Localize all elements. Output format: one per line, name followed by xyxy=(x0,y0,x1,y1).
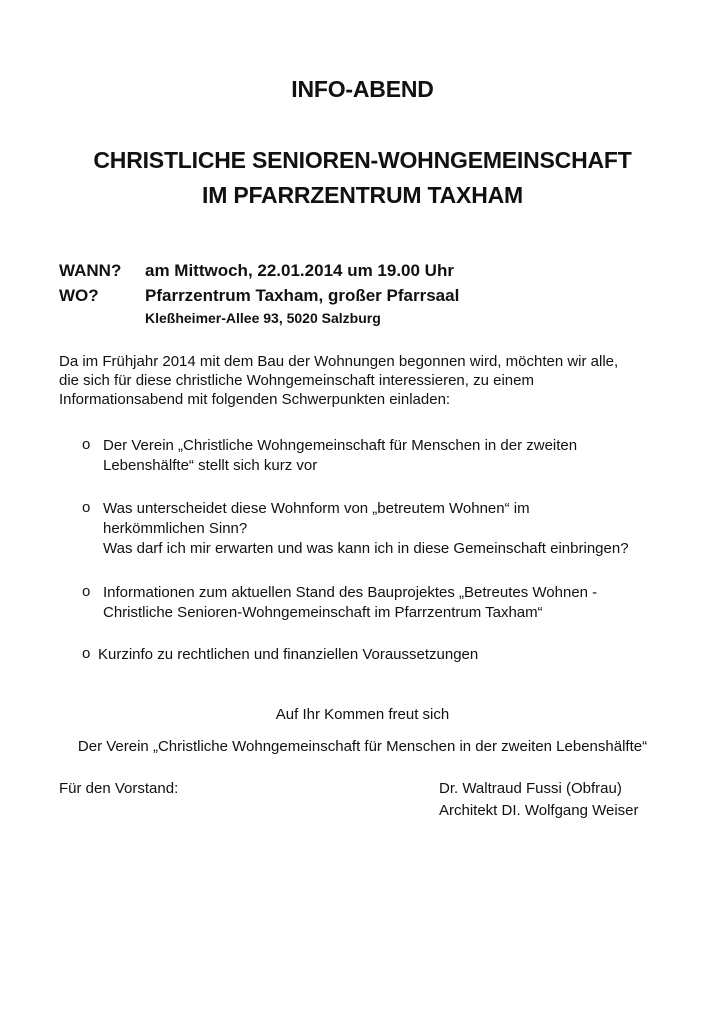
address: Kleßheimer-Allee 93, 5020 Salzburg xyxy=(145,310,381,326)
bullet-text xyxy=(103,583,597,623)
bullet-line: herkömmlichen Sinn? xyxy=(103,520,248,537)
where-label: WO? xyxy=(59,286,99,305)
main-title-line-1: CHRISTLICHE SENIOREN-WOHNGEMEINSCHAFT xyxy=(93,147,632,173)
bullet-line: Was darf ich mir erwarten und was kann ich in diese Gemeinschaft einbringen? xyxy=(103,540,629,557)
bullet-marker: o xyxy=(82,583,91,600)
signatory-2: Architekt DI. Wolfgang Weiser xyxy=(439,802,639,819)
event-heading: INFO-ABEND xyxy=(291,76,434,102)
bullet-line: Kurzinfo zu rechtlichen und finanziellen Voraussetzungen xyxy=(98,646,479,663)
bullet-marker: o xyxy=(82,436,91,453)
bullet-line: Was unterscheidet diese Wohnform von „betreutem Wohnen“ im xyxy=(103,500,530,517)
bullet-text xyxy=(98,645,478,665)
where-value: Pfarrzentrum Taxham, großer Pfarrsaal xyxy=(145,286,460,305)
bullet-line: Informationen zum aktuellen Stand des Bauprojektes „Betreutes Wohnen - xyxy=(103,584,598,601)
signatory-1: Dr. Waltraud Fussi (Obfrau) xyxy=(439,780,622,797)
bullet-text xyxy=(103,436,577,476)
intro-paragraph xyxy=(59,352,679,409)
intro-line: Informationsabend mit folgenden Schwerpunkten einladen: xyxy=(59,391,451,408)
board-label: Für den Vorstand: xyxy=(59,780,179,797)
intro-line: die sich für diese christliche Wohngemeinschaft interessieren, zu einem xyxy=(59,372,534,389)
when-label: WANN? xyxy=(59,261,122,280)
bullet-marker: o xyxy=(82,645,91,662)
bullet-marker: o xyxy=(82,499,91,516)
closing-greeting: Auf Ihr Kommen freut sich xyxy=(275,706,450,723)
bullet-line: Lebenshälfte“ stellt sich kurz vor xyxy=(103,457,318,474)
main-title-line-2: IM PFARRZENTRUM TAXHAM xyxy=(202,182,523,208)
when-value: am Mittwoch, 22.01.2014 um 19.00 Uhr xyxy=(145,261,454,280)
association-name: Der Verein „Christliche Wohngemeinschaft für Menschen in der zweiten Lebenshälfte“ xyxy=(77,738,648,755)
bullet-line: Christliche Senioren-Wohngemeinschaft im Pfarrzentrum Taxham“ xyxy=(103,604,543,621)
intro-line: Da im Frühjahr 2014 mit dem Bau der Wohnungen begonnen wird, möchten wir alle, xyxy=(59,353,619,370)
bullet-text xyxy=(103,499,629,559)
bullet-line: Der Verein „Christliche Wohngemeinschaft für Menschen in der zweiten xyxy=(103,437,578,454)
